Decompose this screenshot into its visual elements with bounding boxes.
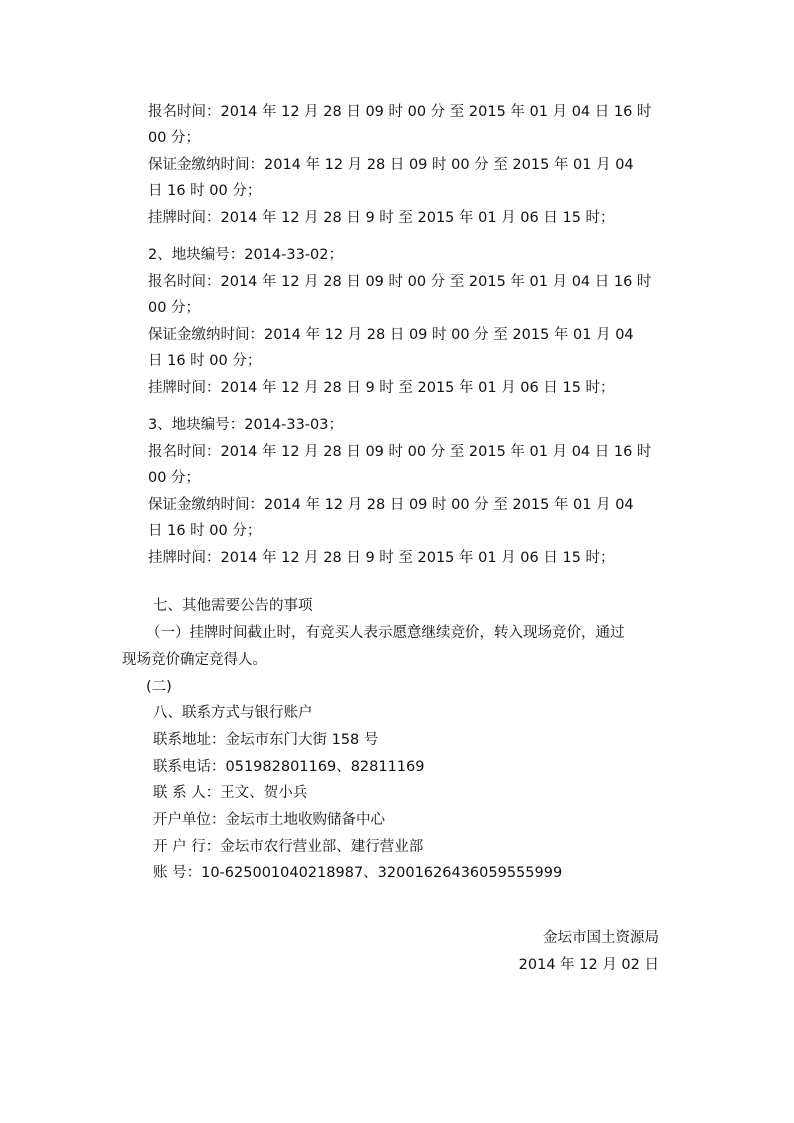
registration-time-line: 报名时间：2014 年 12 月 28 日 09 时 00 分 至 2015 年 01 月 04 日 16 时 bbox=[148, 444, 652, 460]
section-7-item-1-cont: 现场竞价确定竞得人。 bbox=[122, 652, 267, 668]
listing-time-line: 挂牌时间：2014 年 12 月 28 日 9 时 至 2015 年 01 月 06 日 15 时； bbox=[148, 210, 615, 226]
contact-person: 联 系 人：王文、贺小兵 bbox=[153, 785, 308, 801]
deposit-time-line-cont: 日 16 时 00 分； bbox=[148, 523, 262, 539]
signature-date: 2014 年 12 月 02 日 bbox=[518, 957, 659, 973]
contact-address: 联系地址：金坛市东门大街 158 号 bbox=[153, 732, 379, 748]
section-8-heading: 八、联系方式与银行账户 bbox=[153, 705, 313, 721]
section-7-item-1: （一）挂牌时间截止时，有竞买人表示愿意继续竞价，转入现场竞价，通过 bbox=[146, 625, 625, 641]
account-number: 账 号：10-625001040218987、32001626436059555999 bbox=[153, 865, 563, 881]
section-7-item-2: (二) bbox=[146, 679, 172, 695]
plot-number-line: 3、地块编号：2014-33-03； bbox=[148, 417, 343, 433]
registration-time-line-cont: 00 分； bbox=[148, 130, 201, 146]
bank-name: 开 户 行：金坛市农行营业部、建行营业部 bbox=[153, 839, 424, 855]
deposit-time-line: 保证金缴纳时间：2014 年 12 月 28 日 09 时 00 分 至 2015 年 01 月 04 bbox=[148, 157, 634, 173]
registration-time-line-cont: 00 分； bbox=[148, 470, 201, 486]
account-unit: 开户单位：金坛市土地收购储备中心 bbox=[153, 812, 385, 828]
deposit-time-line: 保证金缴纳时间：2014 年 12 月 28 日 09 时 00 分 至 2015 年 01 月 04 bbox=[148, 497, 634, 513]
signature-org: 金坛市国土资源局 bbox=[543, 930, 659, 946]
deposit-time-line-cont: 日 16 时 00 分； bbox=[148, 353, 262, 369]
registration-time-line: 报名时间：2014 年 12 月 28 日 09 时 00 分 至 2015 年 01 月 04 日 16 时 bbox=[148, 104, 652, 120]
contact-phone: 联系电话：051982801169、82811169 bbox=[153, 759, 425, 775]
listing-time-line: 挂牌时间：2014 年 12 月 28 日 9 时 至 2015 年 01 月 06 日 15 时； bbox=[148, 550, 615, 566]
listing-time-line: 挂牌时间：2014 年 12 月 28 日 9 时 至 2015 年 01 月 06 日 15 时； bbox=[148, 380, 615, 396]
plot-number-line: 2、地块编号：2014-33-02； bbox=[148, 247, 343, 263]
registration-time-line-cont: 00 分； bbox=[148, 300, 201, 316]
registration-time-line: 报名时间：2014 年 12 月 28 日 09 时 00 分 至 2015 年 01 月 04 日 16 时 bbox=[148, 274, 652, 290]
deposit-time-line-cont: 日 16 时 00 分； bbox=[148, 183, 262, 199]
deposit-time-line: 保证金缴纳时间：2014 年 12 月 28 日 09 时 00 分 至 2015 年 01 月 04 bbox=[148, 327, 634, 343]
section-7-heading: 七、其他需要公告的事项 bbox=[153, 598, 313, 614]
